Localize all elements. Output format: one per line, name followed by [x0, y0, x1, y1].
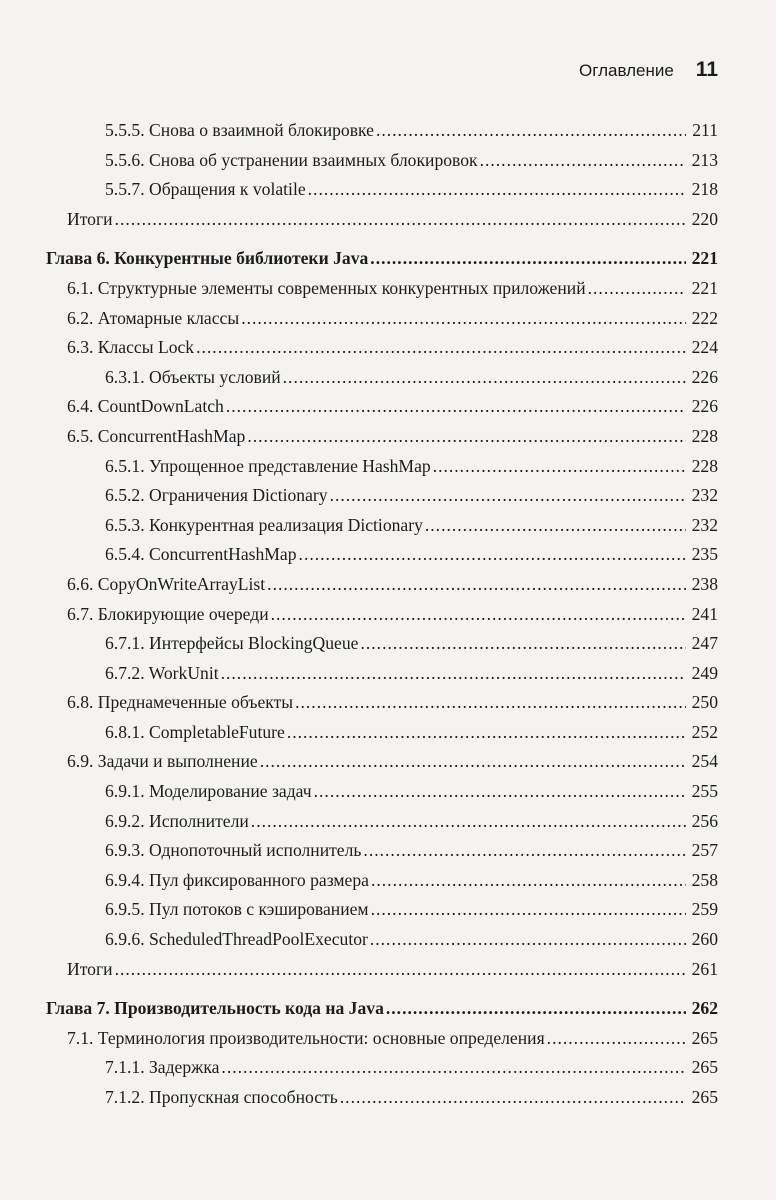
toc-entry-page: 250 — [691, 692, 718, 713]
toc-entry-page: 257 — [691, 840, 718, 861]
dot-leader — [115, 955, 686, 985]
toc-entry-page: 255 — [691, 781, 718, 802]
toc-entry[interactable] — [46, 175, 718, 205]
toc-entry[interactable] — [46, 1053, 718, 1083]
toc-entry-title: Глава 6. Конкурентные библиотеки Java — [46, 248, 369, 269]
toc-entry[interactable] — [46, 955, 718, 985]
toc-entry-page: 235 — [691, 544, 718, 565]
toc-entry-title: 6.5.4. ConcurrentHashMap — [105, 544, 297, 565]
toc-entry[interactable] — [46, 304, 718, 334]
toc-entry-title: 6.8. Преднамеченные объекты — [67, 692, 294, 713]
toc-entry[interactable] — [46, 807, 718, 837]
toc-entry[interactable] — [46, 511, 718, 541]
dot-leader — [221, 659, 686, 689]
toc-entry-page: 222 — [691, 307, 718, 328]
toc-entry[interactable] — [46, 1024, 718, 1054]
toc-entry-title: 6.9.1. Моделирование задач — [105, 781, 312, 802]
toc-entry[interactable] — [46, 392, 718, 422]
dot-leader — [547, 1024, 686, 1054]
dot-leader — [221, 1053, 686, 1083]
toc-entry-page: 247 — [691, 633, 718, 654]
toc-entry-page: 221 — [691, 248, 718, 269]
toc-entry-title: 6.9.5. Пул потоков с кэшированием — [105, 899, 369, 920]
toc-entry[interactable] — [46, 688, 718, 718]
toc-entry-page: 226 — [691, 366, 718, 387]
toc-entry-page: 232 — [691, 485, 718, 506]
dot-leader — [330, 481, 686, 511]
toc-entry-title: 6.2. Атомарные классы — [67, 307, 240, 328]
toc-entry-title: 7.1.2. Пропускная способность — [105, 1087, 338, 1107]
toc-entry-page: 256 — [691, 810, 718, 831]
page-number: 11 — [695, 58, 718, 81]
toc-entry-page: 265 — [691, 1087, 718, 1107]
toc-entry[interactable] — [46, 718, 718, 748]
toc-entry-title: 6.9. Задачи и выполнение — [67, 751, 258, 772]
toc-entry-title: Итоги — [67, 208, 113, 229]
toc-entry[interactable] — [46, 205, 718, 235]
dot-leader — [371, 895, 686, 925]
toc-entry-page: 218 — [691, 179, 718, 200]
toc-entry-title: 6.3. Классы Lock — [67, 337, 195, 358]
dot-leader — [308, 175, 686, 205]
toc-entry-page: 226 — [691, 396, 718, 417]
dot-leader — [386, 994, 686, 1024]
toc-entry-title: 6.1. Структурные элементы современных конкурентных приложений — [67, 277, 586, 298]
toc-entry[interactable] — [46, 570, 718, 600]
toc-entry-title: 6.4. CountDownLatch — [67, 396, 224, 417]
toc-entry-page: 249 — [691, 662, 718, 683]
dot-leader — [251, 807, 686, 837]
dot-leader — [226, 392, 686, 422]
section-title: Оглавление — [579, 61, 674, 80]
toc-entry-title: 7.1.1. Задержка — [105, 1057, 220, 1078]
dot-leader — [425, 511, 686, 541]
dot-leader — [271, 600, 686, 630]
toc-entry-page: 252 — [691, 721, 718, 742]
toc-entry[interactable] — [46, 146, 718, 176]
dot-leader — [480, 146, 686, 176]
dot-leader — [241, 304, 686, 334]
toc-entry-page: 260 — [691, 929, 718, 950]
toc-entry-title: 6.5.3. Конкурентная реализация Dictionary — [105, 514, 423, 535]
toc-entry-title: 6.9.6. ScheduledThreadPoolExecutor — [105, 929, 368, 950]
toc-entry-title: 6.5.1. Упрощенное представление HashMap — [105, 455, 431, 476]
dot-leader — [196, 333, 686, 363]
toc-entry[interactable] — [46, 333, 718, 363]
running-header — [0, 58, 718, 82]
toc-entry-page: 211 — [692, 120, 718, 140]
toc-entry-page: 221 — [691, 277, 718, 298]
dot-leader — [588, 274, 686, 304]
toc-entry[interactable] — [46, 116, 718, 146]
toc-entry-page: 254 — [691, 751, 718, 772]
toc-entry[interactable] — [46, 481, 718, 511]
toc-entry[interactable] — [46, 1083, 718, 1113]
toc-entry-page: 261 — [691, 958, 718, 979]
dot-leader — [299, 540, 686, 570]
toc-entry[interactable] — [46, 866, 718, 896]
dot-leader — [247, 422, 686, 452]
table-of-contents — [46, 116, 718, 1113]
toc-entry-page: 265 — [691, 1057, 718, 1078]
toc-entry-title: 6.7. Блокирующие очереди — [67, 603, 269, 624]
toc-entry-page: 228 — [691, 425, 718, 446]
toc-entry[interactable] — [46, 422, 718, 452]
toc-entry[interactable] — [46, 659, 718, 689]
toc-entry-page: 228 — [691, 455, 718, 476]
toc-entry-page: 265 — [691, 1027, 718, 1048]
toc-entry-page: 224 — [691, 337, 718, 358]
toc-entry[interactable] — [46, 363, 718, 393]
toc-entry[interactable] — [46, 274, 718, 304]
toc-entry-title: 6.5. ConcurrentHashMap — [67, 425, 246, 446]
toc-entry-title: 6.6. CopyOnWriteArrayList — [67, 573, 266, 594]
toc-entry-page: 262 — [691, 998, 718, 1019]
dot-leader — [340, 1083, 686, 1113]
toc-entry[interactable] — [46, 629, 718, 659]
toc-entry-title: 5.5.6. Снова об устранении взаимных блокировок — [105, 149, 478, 170]
toc-entry-title: 6.3.1. Объекты условий — [105, 366, 281, 387]
dot-leader — [360, 629, 686, 659]
toc-entry-title: 6.7.1. Интерфейсы BlockingQueue — [105, 633, 359, 654]
dot-leader — [287, 718, 686, 748]
toc-entry[interactable] — [46, 925, 718, 955]
toc-entry[interactable] — [46, 777, 718, 807]
toc-entry-page: 259 — [691, 899, 718, 920]
toc-entry-title: Итоги — [67, 958, 113, 979]
toc-entry[interactable] — [46, 600, 718, 630]
dot-leader — [376, 116, 686, 146]
toc-entry[interactable] — [46, 452, 718, 482]
toc-entry-title: 6.7.2. WorkUnit — [105, 662, 219, 683]
dot-leader — [115, 205, 686, 235]
toc-entry[interactable] — [46, 895, 718, 925]
toc-entry[interactable] — [46, 540, 718, 570]
toc-entry-title: 5.5.7. Обращения к volatile — [105, 179, 306, 200]
dot-leader — [371, 866, 686, 896]
toc-entry-page: 238 — [691, 573, 718, 594]
dot-leader — [283, 363, 686, 393]
toc-entry-title: 6.9.2. Исполнители — [105, 810, 249, 831]
toc-chapter[interactable] — [46, 994, 718, 1024]
dot-leader — [314, 777, 686, 807]
dot-leader — [370, 244, 686, 274]
toc-entry-title: Глава 7. Производительность кода на Java — [46, 998, 384, 1019]
toc-entry-title: 6.9.4. Пул фиксированного размера — [105, 869, 369, 890]
dot-leader — [433, 452, 686, 482]
dot-leader — [370, 925, 686, 955]
toc-entry-page: 220 — [691, 208, 718, 229]
toc-entry-page: 213 — [691, 149, 718, 170]
toc-entry-page: 241 — [691, 603, 718, 624]
dot-leader — [260, 747, 686, 777]
toc-entry-page: 232 — [691, 514, 718, 535]
toc-entry-page: 258 — [691, 869, 718, 890]
toc-entry-title: 6.9.3. Однопоточный исполнитель — [105, 840, 362, 861]
toc-entry-title: 7.1. Терминология производительности: основные определения — [67, 1027, 545, 1048]
toc-entry-title: 5.5.5. Снова о взаимной блокировке — [105, 120, 374, 140]
dot-leader — [363, 836, 686, 866]
toc-entry-title: 6.8.1. CompletableFuture — [105, 721, 285, 742]
dot-leader — [267, 570, 686, 600]
toc-chapter[interactable] — [46, 244, 718, 274]
dot-leader — [295, 688, 686, 718]
toc-entry[interactable] — [46, 747, 718, 777]
toc-entry-title: 6.5.2. Ограничения Dictionary — [105, 485, 328, 506]
toc-entry[interactable] — [46, 836, 718, 866]
